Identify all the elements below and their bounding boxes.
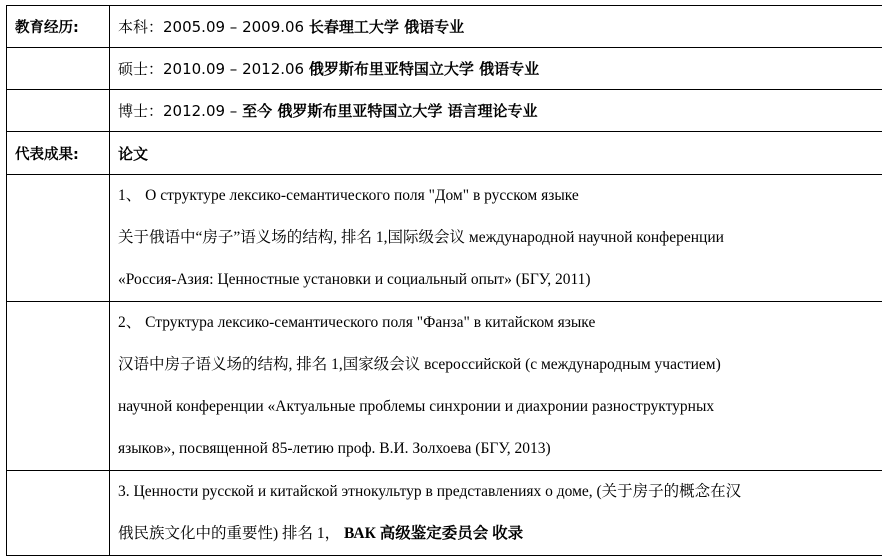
paper-title: 2、 Структура лексико-семантического поля "Фанза" в китайском языке bbox=[118, 302, 882, 344]
section-title: 论文 bbox=[118, 145, 148, 163]
education-entry bbox=[110, 90, 882, 132]
paper-line: 关于俄语中“房子”语义场的结构, 排名 1,国际级会议 международной научной конференции bbox=[118, 217, 882, 259]
paper-row-1 bbox=[7, 175, 882, 302]
education-label: 教育经历: bbox=[7, 6, 110, 48]
education-entry bbox=[110, 6, 882, 48]
paper-entry bbox=[110, 302, 882, 471]
paper-row-2 bbox=[7, 302, 882, 471]
section-title-cell bbox=[110, 132, 882, 175]
paper-rank: 俄民族文化中的重要性) 排名 1， bbox=[118, 525, 340, 542]
paper-line: научной конференции «Актуальные проблемы синхронии и диахронии разноструктурных bbox=[118, 386, 882, 428]
education-school: 俄罗斯布里亚特国立大学 俄语专业 bbox=[309, 60, 539, 78]
education-period: 本科：2005.09 – 2009.06 bbox=[118, 18, 304, 36]
education-row-2 bbox=[7, 48, 882, 90]
paper-line: языков», посвященной 85-летию проф. В.И. Золхоева (БГУ, 2013) bbox=[118, 428, 882, 470]
education-period: 博士：2012.09 – bbox=[118, 102, 237, 120]
achievements-label: 代表成果: bbox=[7, 132, 110, 175]
empty-cell bbox=[7, 48, 110, 90]
education-school: 长春理工大学 俄语专业 bbox=[309, 18, 464, 36]
paper-index: ВАК 高级鉴定委员会 收录 bbox=[344, 525, 523, 542]
empty-cell bbox=[7, 90, 110, 132]
paper-line: «Россия-Азия: Ценностные установки и социальный опыт» (БГУ, 2011) bbox=[118, 259, 882, 301]
education-row-1 bbox=[7, 6, 882, 48]
education-row-3 bbox=[7, 90, 882, 132]
achievements-header-row bbox=[7, 132, 882, 175]
paper-title: 3. Ценности русской и китайской этнокультур в представлениях о доме, (关于房子的概念在汉 bbox=[118, 471, 882, 513]
paper-line: 汉语中房子语义场的结构, 排名 1,国家级会议 всероссийской (с международным участием) bbox=[118, 344, 882, 386]
paper-entry bbox=[110, 175, 882, 302]
paper-line bbox=[118, 513, 882, 555]
empty-cell bbox=[7, 175, 110, 302]
paper-title: 1、 О структуре лексико-семантического поля "Дом" в русском языке bbox=[118, 175, 882, 217]
education-period: 硕士：2010.09 – 2012.06 bbox=[118, 60, 304, 78]
education-school: 至今 俄罗斯布里亚特国立大学 语言理论专业 bbox=[242, 102, 537, 120]
profile-table bbox=[6, 5, 882, 556]
education-entry bbox=[110, 48, 882, 90]
empty-cell bbox=[7, 302, 110, 471]
